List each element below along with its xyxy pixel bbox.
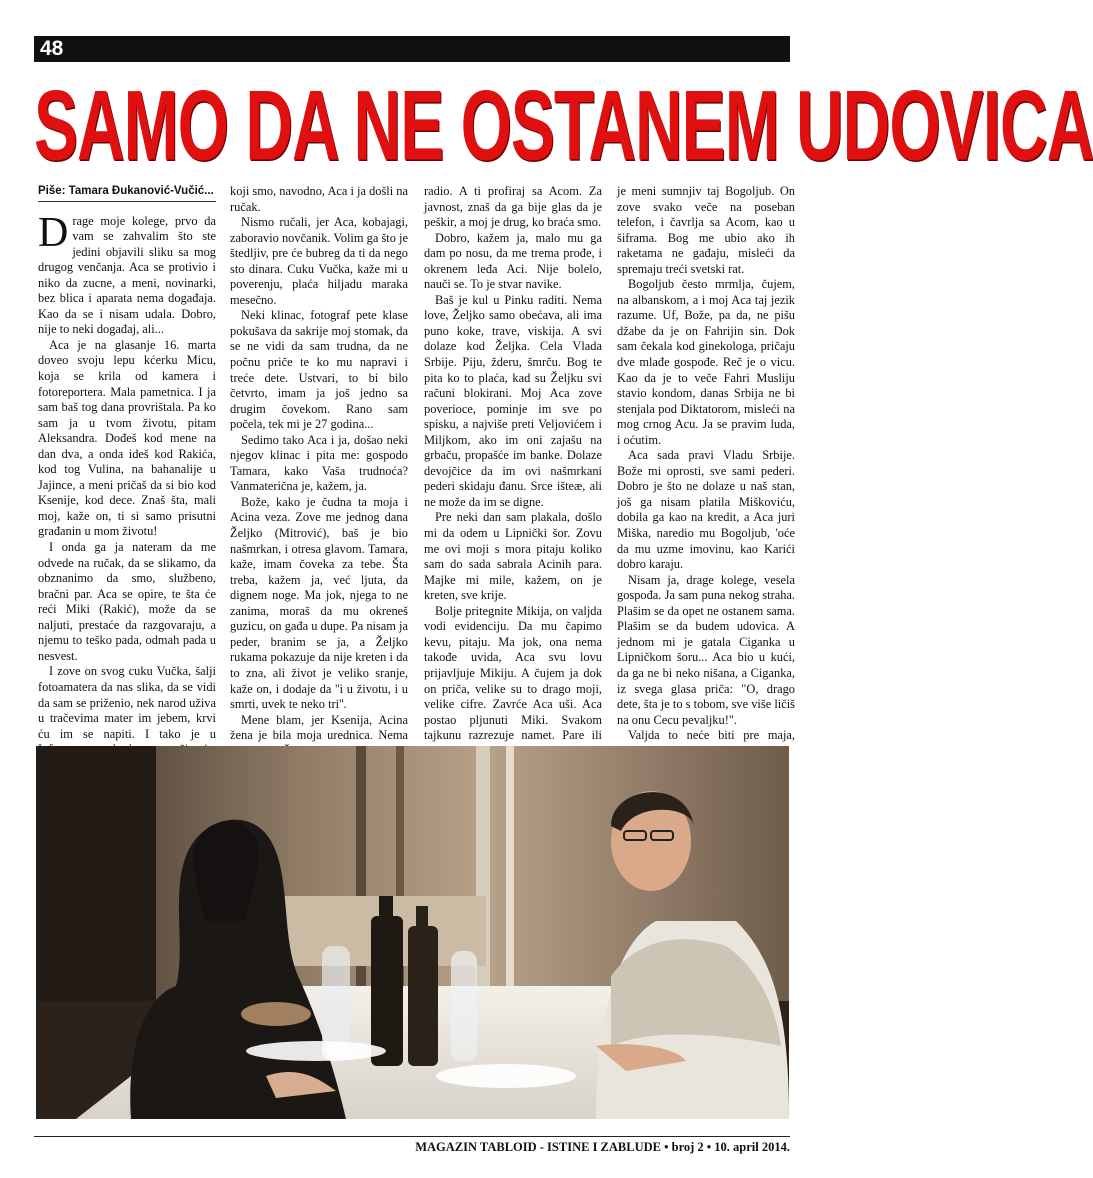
footer: MAGAZIN TABLOID - ISTINE I ZABLUDE • broj 2 • 10. april 2014. — [415, 1140, 790, 1154]
restaurant-photo — [36, 746, 789, 1119]
paragraph: I zove on svog cuku Vučka, šalji fotoamatera da nas slika, da se vidi da sam se priženio, nek narod uživa u tračevima mater im jebem, krvi ću im se napiti. I tako je u — [38, 664, 216, 741]
paragraph: I onda ga ja nateram da me odvede na ručak, da se slikamo, da obznanimo da smo, službeno, bračni par. Aca se opire, te šta će reći Miki (Rakić), može da se naljuti, prestaće da razgovaraju, a njemu to teško pada, odmah pada u nesvest. — [38, 540, 216, 663]
drop-cap: D — [38, 209, 69, 256]
paragraph: Baš je kul u Pinku raditi. Nema love, Željko samo obećava, ali ima puno koke, trave, viskija. A svi dolaze kod Željka. Cela Vlada Srbije. Piju, žderu, šmrču. Bog te pita ko to plaća, kad su Željku svi računi blokirani. Moj Aca zove poverioce, pominje im sve po spisku, a najviše preti Veljovićem i Miljkom, ako im oni zajašu na grbaču, propašće im banke. Dolaze devojčice da im ovi našmrkani pederi skidaju đanu. Srce išteæ, ali ne može da im se digne. — [424, 292, 602, 509]
paragraph: Neki klinac, fotograf pete klase pokušava da sakrije moj stomak, da se ne vidi da sam trudna, da ne počnu priče te ko mu napravi i treće dete. Ustvari, to bi bilo četvrto, imam ja još jedno sa drugim čovekom. Rano sam počela, tek mi je 27 godina... — [230, 308, 408, 432]
paragraph: koji smo, navodno, Aca i ja došli na ručak. — [230, 184, 408, 214]
page-number: 48 — [40, 37, 64, 60]
article-column-2 — [230, 184, 408, 790]
paragraph: Nisam ja, drage kolege, vesela gospođa. Ja sam puna nekog straha. Plašim se da opet ne ostanem sama. Plašim se da budem udovica. A jednom mi je gatala Ciganka u Lipničkom šoru... Aca bio u kući, da ga ne bi neko nišana, a Ciganka, iz svega glasa priča: "O, drago dete, šta je to s tobom, sve više ličiš na onu Cecu pevaljku!". — [617, 572, 795, 727]
paragraph: Nismo ručali, jer Aca, kobajagi, zaboravio novčanik. Volim ga što je štedljiv, pre će bubreg da ti da nego sto dinara. Cuku Vučka, kaže mi u poverenju, plaća hiljadu maraka mesečno. — [230, 215, 408, 307]
bottom-rule — [34, 1136, 790, 1137]
paragraph: Bolje pritegnite Mikija, on valjda vodi evidenciju. Da mu čapimo kevu, pitaju. Ma jok, ona nema takođe uvida, Aca svu lovu prijavljuje Mikiju. A čujem ja dok on priča, velike su to drago moji, velike cifre. Zavrće Aca uši. Aca postao pljunuti Miki. Svakom tajkunu razrezuje namet. Pare ili — [424, 603, 602, 743]
paragraph: je meni sumnjiv taj Bogoljub. On zove svako veče na poseban telefon, i čavrlja sa Acom, kao u šiframa. Bog me ubio ako ih raketama ne gađaju, misleći da spremaju treći svetski rat. — [617, 184, 795, 276]
article-column-3 — [424, 184, 602, 775]
paragraph: Aca je na glasanje 16. marta doveo svoju lepu kćerku Micu, koja se krila od kamera i fotoreportera. Mala pametnica. I ja sam baš tog dana provrištala. Pa ko sam ja u tvom životu, pitam Aleksandra. Dođeš kod mene na dan dva, a onda ideš kod Rakića, kod tog Vulina, na bahanalije u Jajince, a meni pričaš da si bio kod Ksenije, kod dece. Znaš šta, mali moj, kaže on, ti si samo prisutni građanin u mom životu! — [38, 337, 216, 539]
paragraph: Aca sada pravi Vladu Srbije. Bože mi oprosti, sve sami pederi. Dobro je što ne dolaze u naš stan, još ga nisam platila Miškoviću, dobila ga kao na kredit, a Aca juri Miška, naredio mu Bogoljub, 'oće da mu uzme imovinu, kao Karići dobro karaju. — [617, 448, 795, 572]
paragraph: Bogoljub često mrmlja, čujem, na albanskom, a i moj Aca taj jezik razume. Uf, Bože, pa da, ne pišu džabe da je on Fahrijin sin. Dok sam čekala kod ginekologa, pričaju dve mlađe gospođe. Reč je o vicu. Kao da je to veče Fahri Musliju stavio kondom, danas Srbija ne bi stenjala pod Diktatorom, misleći na mog crnog Acu. Ja se pravim luda, i oćutim. — [617, 277, 795, 447]
paragraph: Pre neki dan sam plakala, došlo mi da odem u Lipnički šor. Zovu me ovi moji s mora pitaju koliko sam do sada sabrala Acinih para. Majke mi mile, kažem, on je kreten, sve krije. — [424, 510, 602, 603]
paragraph: Sedimo tako Aca i ja, došao neki njegov klinac i pita me: gospodo Tamara, kako Vaša trudnoća? Vanmaterična je, kažem, ja. — [230, 432, 408, 494]
paragraph-text: rage moje kolege, prvo da vam se zahvalim što ste jedini objavili sliku sa mog drugog venčanja. Aca se protivio i niko da zucne, a meni, novinarki, bez blica i aparata nema događaja. Kao da se i nisam udala. Dobro, nije to neki događaj, ali... — [38, 213, 216, 337]
paragraph: radio. A ti profiraj sa Acom. Za javnost, znaš da ga bije glas da je peškir, a moj je drug, ko braća smo. — [424, 184, 602, 230]
paragraph: Mene blam, jer Ksenija, Acina žena je bila moja urednica. Nema — [230, 712, 408, 743]
byline: Piše: Tamara Đukanović-Vučić... — [38, 184, 216, 202]
paragraph-text: Valjda to neće biti pre maja, — [628, 728, 795, 743]
headline: SAMO DA NE OSTANEM UDOVICA — [34, 69, 1093, 181]
paragraph: Dobro, kažem ja, malo mu ga dam po nosu, da me trema prođe, i okrenem leđa Aci. Nije bolelo, nauči se. To je stvar navike. — [424, 230, 602, 292]
article-column-4 — [617, 184, 795, 759]
article-column-1 — [38, 184, 216, 789]
paragraph: Bože, kako je čudna ta moja i Acina veza. Zove me jednog dana Željko (Mitrović), baš je bio našmrkan, i otresa glavom. Tamara, kaže, imam čoveka za tebe. Šta treba, kažem ja, već ljuta, da dignem noge. Ma jok, njega to ne zanima, moraš da mu okreneš guzicu, on gađa u dupe. Pa nisam ja peder, branim se ja, a Željko rukama pokazuje da nije kreten i da to zna, ali život je veliko sranje, kaže on, i dodaje da ''i u životu, i u smrti, uvek te neko tri''. — [230, 494, 408, 712]
paragraph — [38, 209, 216, 338]
photo-illustration — [36, 746, 789, 1119]
